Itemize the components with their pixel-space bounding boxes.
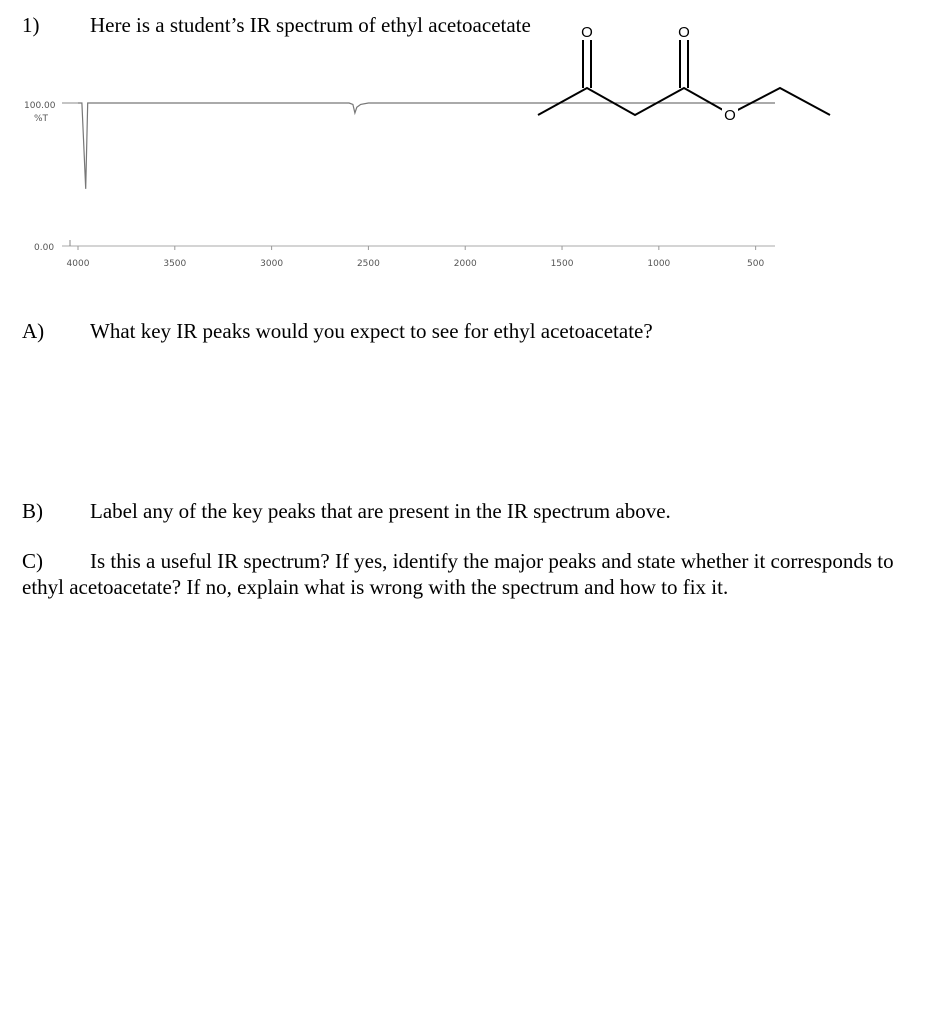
y-axis-top-label: 100.00 [24, 101, 56, 111]
ester-oxygen-atom: O [724, 107, 736, 124]
x-tick-label: 2000 [453, 259, 477, 269]
y-axis-bottom-label: 0.00 [34, 243, 55, 253]
ethyl-acetoacetate-structure [538, 40, 830, 115]
ketone-oxygen-atom: O [581, 24, 593, 41]
part-b-label: B) [22, 499, 43, 523]
ir-spectrum-chart [0, 0, 948, 300]
part-c-label: C) [22, 549, 43, 573]
y-axis-unit-label: %T [34, 114, 49, 124]
x-axis-ticks [78, 246, 756, 250]
ester-carbonyl-oxygen-atom: O [678, 24, 690, 41]
x-tick-label: 3000 [260, 259, 284, 269]
spectrum-series-line [78, 103, 775, 189]
carbon-chain-bonds [538, 88, 830, 115]
x-tick-label: 2500 [356, 259, 380, 269]
x-tick-label: 500 [747, 259, 765, 269]
x-tick-label: 1500 [550, 259, 574, 269]
question-text: Here is a student’s IR spectrum of ethyl acetoacetate [90, 13, 531, 37]
part-b-text: Label any of the key peaks that are present in the IR spectrum above. [90, 499, 671, 523]
part-a-label: A) [22, 319, 45, 343]
x-tick-label: 4000 [66, 259, 90, 269]
part-a-text: What key IR peaks would you expect to see for ethyl acetoacetate? [90, 319, 653, 343]
x-axis-tick-labels [67, 259, 765, 269]
part-c-paragraph [22, 548, 922, 600]
question-number: 1) [22, 13, 40, 37]
x-tick-label: 1000 [647, 259, 671, 269]
part-c-text: Is this a useful IR spectrum? If yes, identify the major peaks and state whether it corresponds to ethyl acetoacetate? If no, explain what is wrong with the spectrum and how to fix it. [22, 549, 894, 599]
x-tick-label: 3500 [163, 259, 187, 269]
